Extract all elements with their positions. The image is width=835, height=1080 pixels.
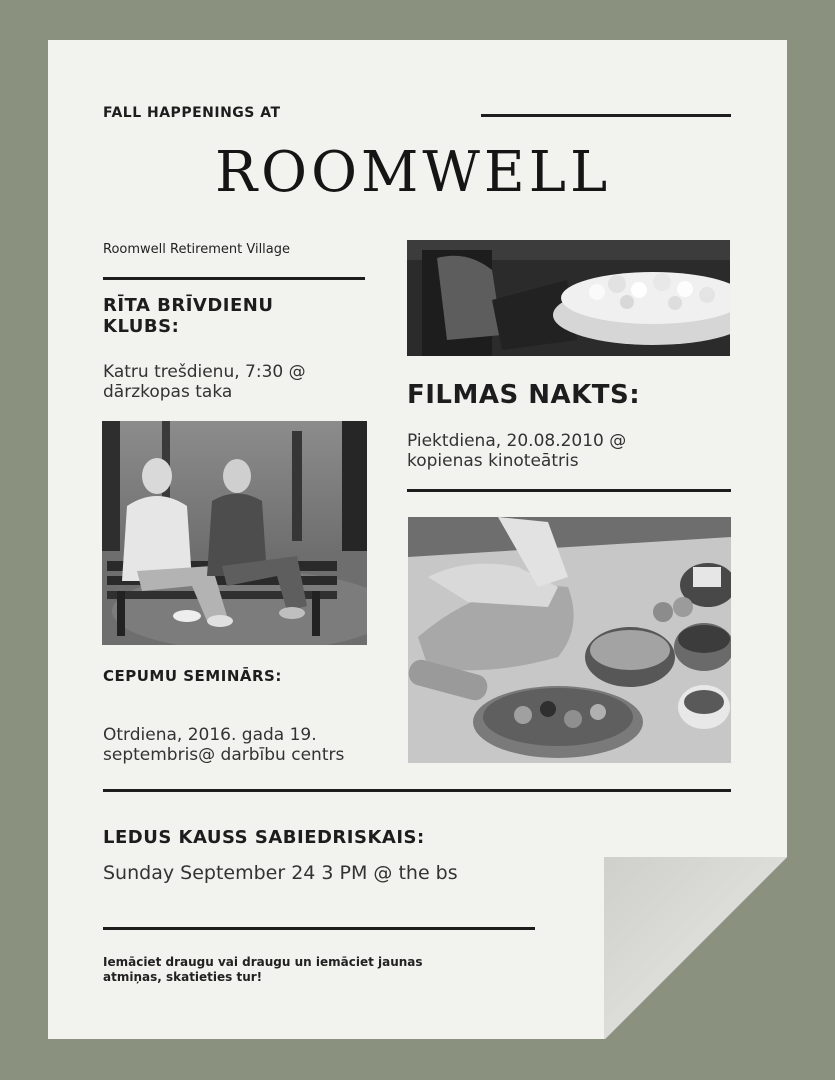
footer-line2: atmiņas, skatieties tur! [103,970,263,984]
left-rule-top [103,277,365,280]
movie-night-detail-line1: Piektdiena, 20.08.2010 @ [407,431,627,451]
right-rule [407,489,731,492]
movie-night-title: FILMAS NAKTS: [407,380,641,410]
cookie-seminar-detail-line1: Otrdiena, 2016. gada 19. [103,725,317,745]
page-title: ROOMWELL [215,140,612,205]
morning-club-detail-line2: dārzkopas taka [103,382,233,402]
divider-rule [103,789,731,792]
eyebrow-text: FALL HAPPENINGS AT [103,105,281,121]
morning-club-detail-line1: Katru trešdienu, 7:30 @ [103,362,306,382]
popcorn-photo [407,240,730,356]
movie-night-detail-line2: kopienas kinoteātris [407,451,579,471]
cookie-seminar-title: CEPUMU SEMINĀRS: [103,667,282,685]
ice-cream-title: LEDUS KAUSS SABIEDRISKAIS: [103,827,425,848]
footer-line1: Iemāciet draugu vai draugu un iemāciet jaunas [103,955,423,969]
morning-club-title-line2: KLUBS: [103,316,180,337]
page-curl [604,857,787,1039]
cookie-seminar-detail-line2: septembris@ darbību centrs [103,745,345,765]
baking-photo [408,517,731,763]
header-rule [481,114,731,117]
park-bench-photo [102,421,367,645]
subtitle-text: Roomwell Retirement Village [103,242,291,257]
ice-cream-detail: Sunday September 24 3 PM @ the bs [103,862,458,884]
footer-rule [103,927,535,930]
morning-club-title-line1: RĪTA BRĪVDIENU [103,295,274,316]
